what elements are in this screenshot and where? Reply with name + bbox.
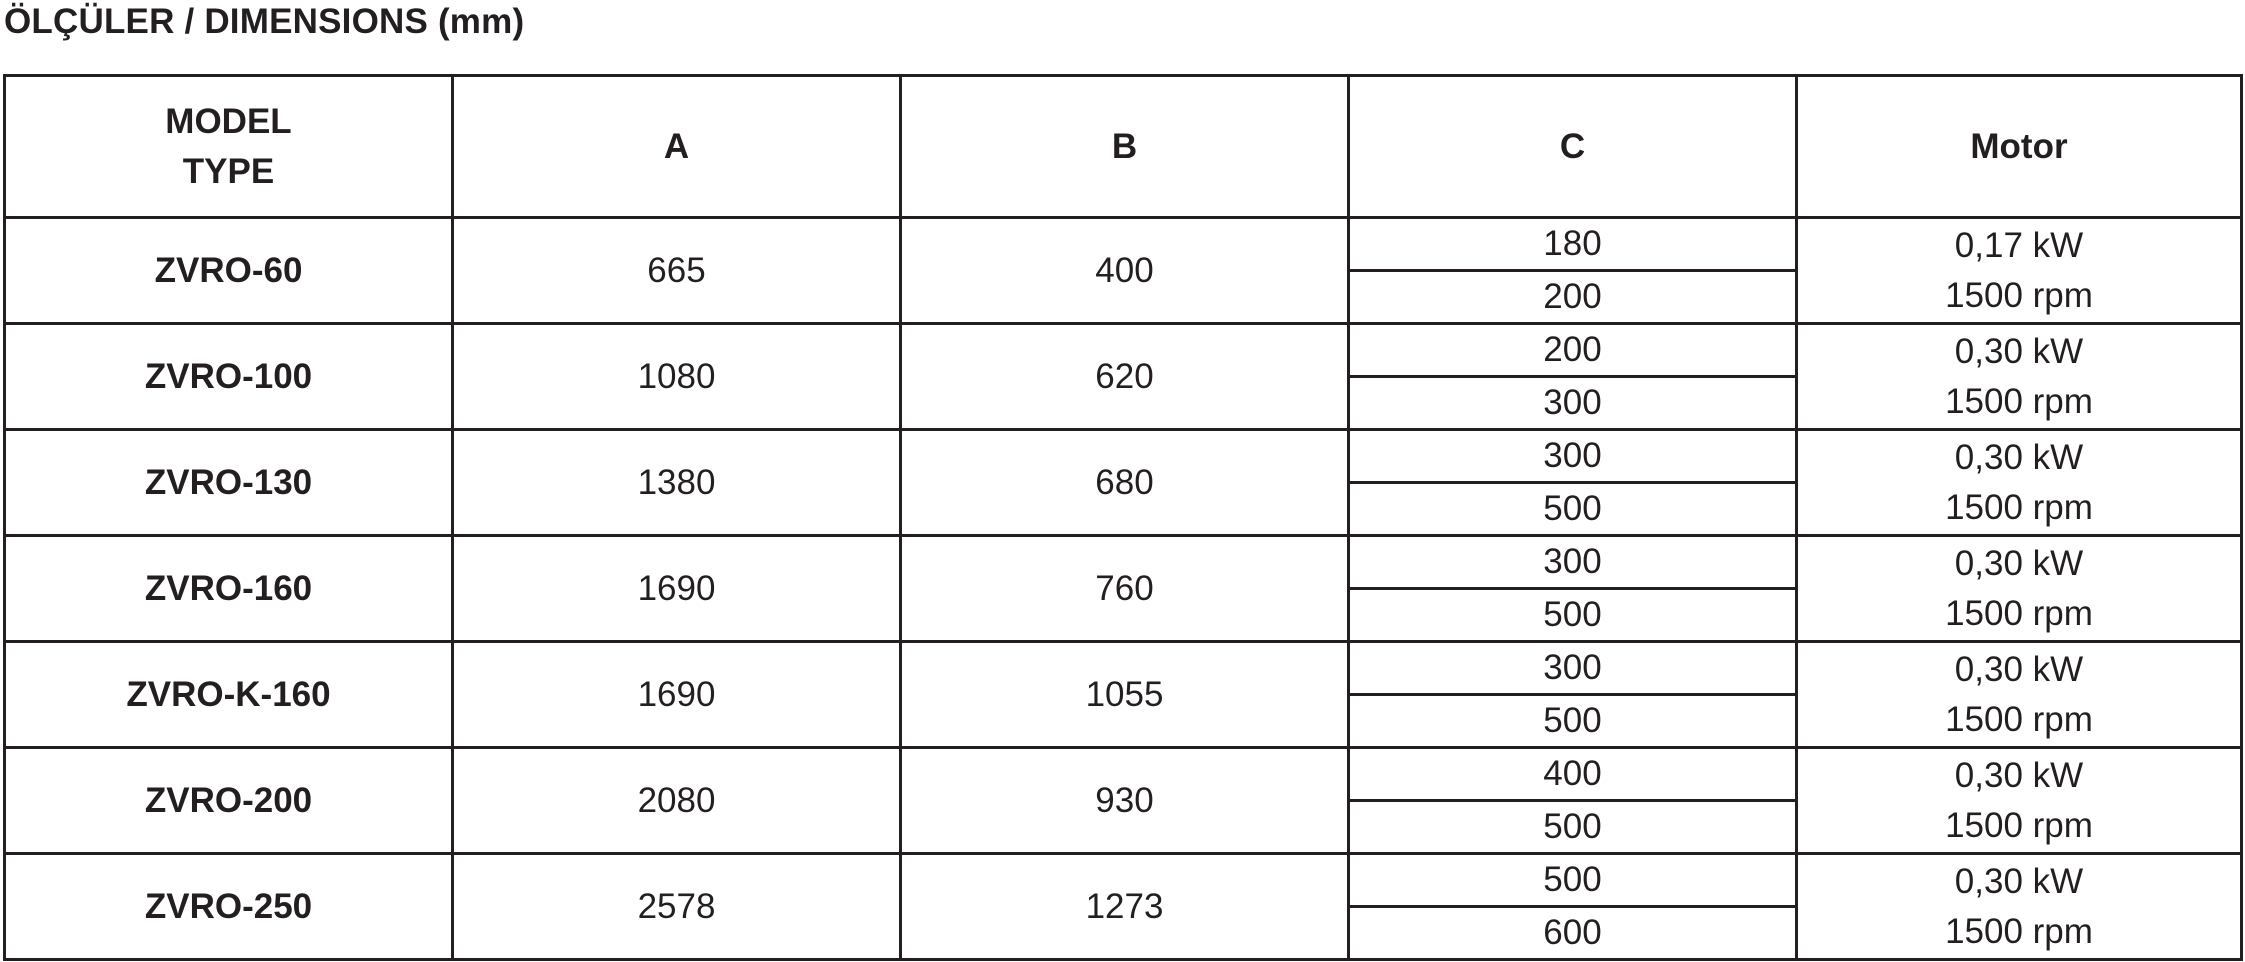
motor-power: 0,30 kW xyxy=(1954,437,2084,477)
table-row xyxy=(5,642,2242,695)
page-title: ÖLÇÜLER / DIMENSIONS (mm) xyxy=(4,2,525,41)
b-cell: 680 xyxy=(901,430,1349,536)
motor-cell xyxy=(1797,536,2242,642)
c-cell-2: 600 xyxy=(1349,907,1797,960)
a-cell: 665 xyxy=(453,218,901,324)
model-cell: ZVRO-100 xyxy=(5,324,453,430)
c-cell-1: 180 xyxy=(1349,218,1797,271)
b-cell: 620 xyxy=(901,324,1349,430)
model-cell: ZVRO-60 xyxy=(5,218,453,324)
motor-rpm: 1500 rpm xyxy=(1945,275,2093,315)
table-row xyxy=(5,324,2242,377)
b-cell: 400 xyxy=(901,218,1349,324)
motor-rpm: 1500 rpm xyxy=(1945,911,2093,951)
model-cell: ZVRO-K-160 xyxy=(5,642,453,748)
header-row xyxy=(5,76,2242,218)
b-cell: 1055 xyxy=(901,642,1349,748)
motor-cell xyxy=(1797,218,2242,324)
motor-cell xyxy=(1797,854,2242,960)
motor-power: 0,17 kW xyxy=(1954,225,2084,265)
c-cell-2: 500 xyxy=(1349,695,1797,748)
a-cell: 1690 xyxy=(453,536,901,642)
c-cell-2: 200 xyxy=(1349,271,1797,324)
table-row xyxy=(5,748,2242,801)
motor-rpm: 1500 rpm xyxy=(1945,381,2093,421)
header-motor: Motor xyxy=(1797,76,2242,218)
c-cell-2: 500 xyxy=(1349,589,1797,642)
header-model-label: MODEL xyxy=(165,101,292,141)
a-cell: 2080 xyxy=(453,748,901,854)
b-cell: 1273 xyxy=(901,854,1349,960)
motor-power: 0,30 kW xyxy=(1954,543,2084,583)
header-model-type xyxy=(5,76,453,218)
motor-cell xyxy=(1797,748,2242,854)
header-c: C xyxy=(1349,76,1797,218)
motor-power: 0,30 kW xyxy=(1954,331,2084,371)
c-cell-1: 300 xyxy=(1349,430,1797,483)
c-cell-1: 500 xyxy=(1349,854,1797,907)
c-cell-1: 200 xyxy=(1349,324,1797,377)
motor-cell xyxy=(1797,642,2242,748)
motor-power: 0,30 kW xyxy=(1954,649,2084,689)
table-row xyxy=(5,218,2242,271)
model-cell: ZVRO-200 xyxy=(5,748,453,854)
header-b: B xyxy=(901,76,1349,218)
table-row xyxy=(5,536,2242,589)
motor-cell xyxy=(1797,430,2242,536)
model-cell: ZVRO-130 xyxy=(5,430,453,536)
a-cell: 1690 xyxy=(453,642,901,748)
motor-power: 0,30 kW xyxy=(1954,861,2084,901)
header-type-label: TYPE xyxy=(182,151,275,191)
model-cell: ZVRO-250 xyxy=(5,854,453,960)
motor-rpm: 1500 rpm xyxy=(1945,805,2093,845)
c-cell-1: 300 xyxy=(1349,536,1797,589)
motor-power: 0,30 kW xyxy=(1954,755,2084,795)
b-cell: 930 xyxy=(901,748,1349,854)
dimensions-table xyxy=(3,74,2243,961)
model-cell: ZVRO-160 xyxy=(5,536,453,642)
c-cell-1: 300 xyxy=(1349,642,1797,695)
table-row xyxy=(5,854,2242,907)
motor-cell xyxy=(1797,324,2242,430)
c-cell-2: 500 xyxy=(1349,483,1797,536)
motor-rpm: 1500 rpm xyxy=(1945,699,2093,739)
c-cell-2: 300 xyxy=(1349,377,1797,430)
header-a: A xyxy=(453,76,901,218)
motor-rpm: 1500 rpm xyxy=(1945,487,2093,527)
table-row xyxy=(5,430,2242,483)
a-cell: 2578 xyxy=(453,854,901,960)
a-cell: 1080 xyxy=(453,324,901,430)
c-cell-2: 500 xyxy=(1349,801,1797,854)
c-cell-1: 400 xyxy=(1349,748,1797,801)
a-cell: 1380 xyxy=(453,430,901,536)
motor-rpm: 1500 rpm xyxy=(1945,593,2093,633)
b-cell: 760 xyxy=(901,536,1349,642)
